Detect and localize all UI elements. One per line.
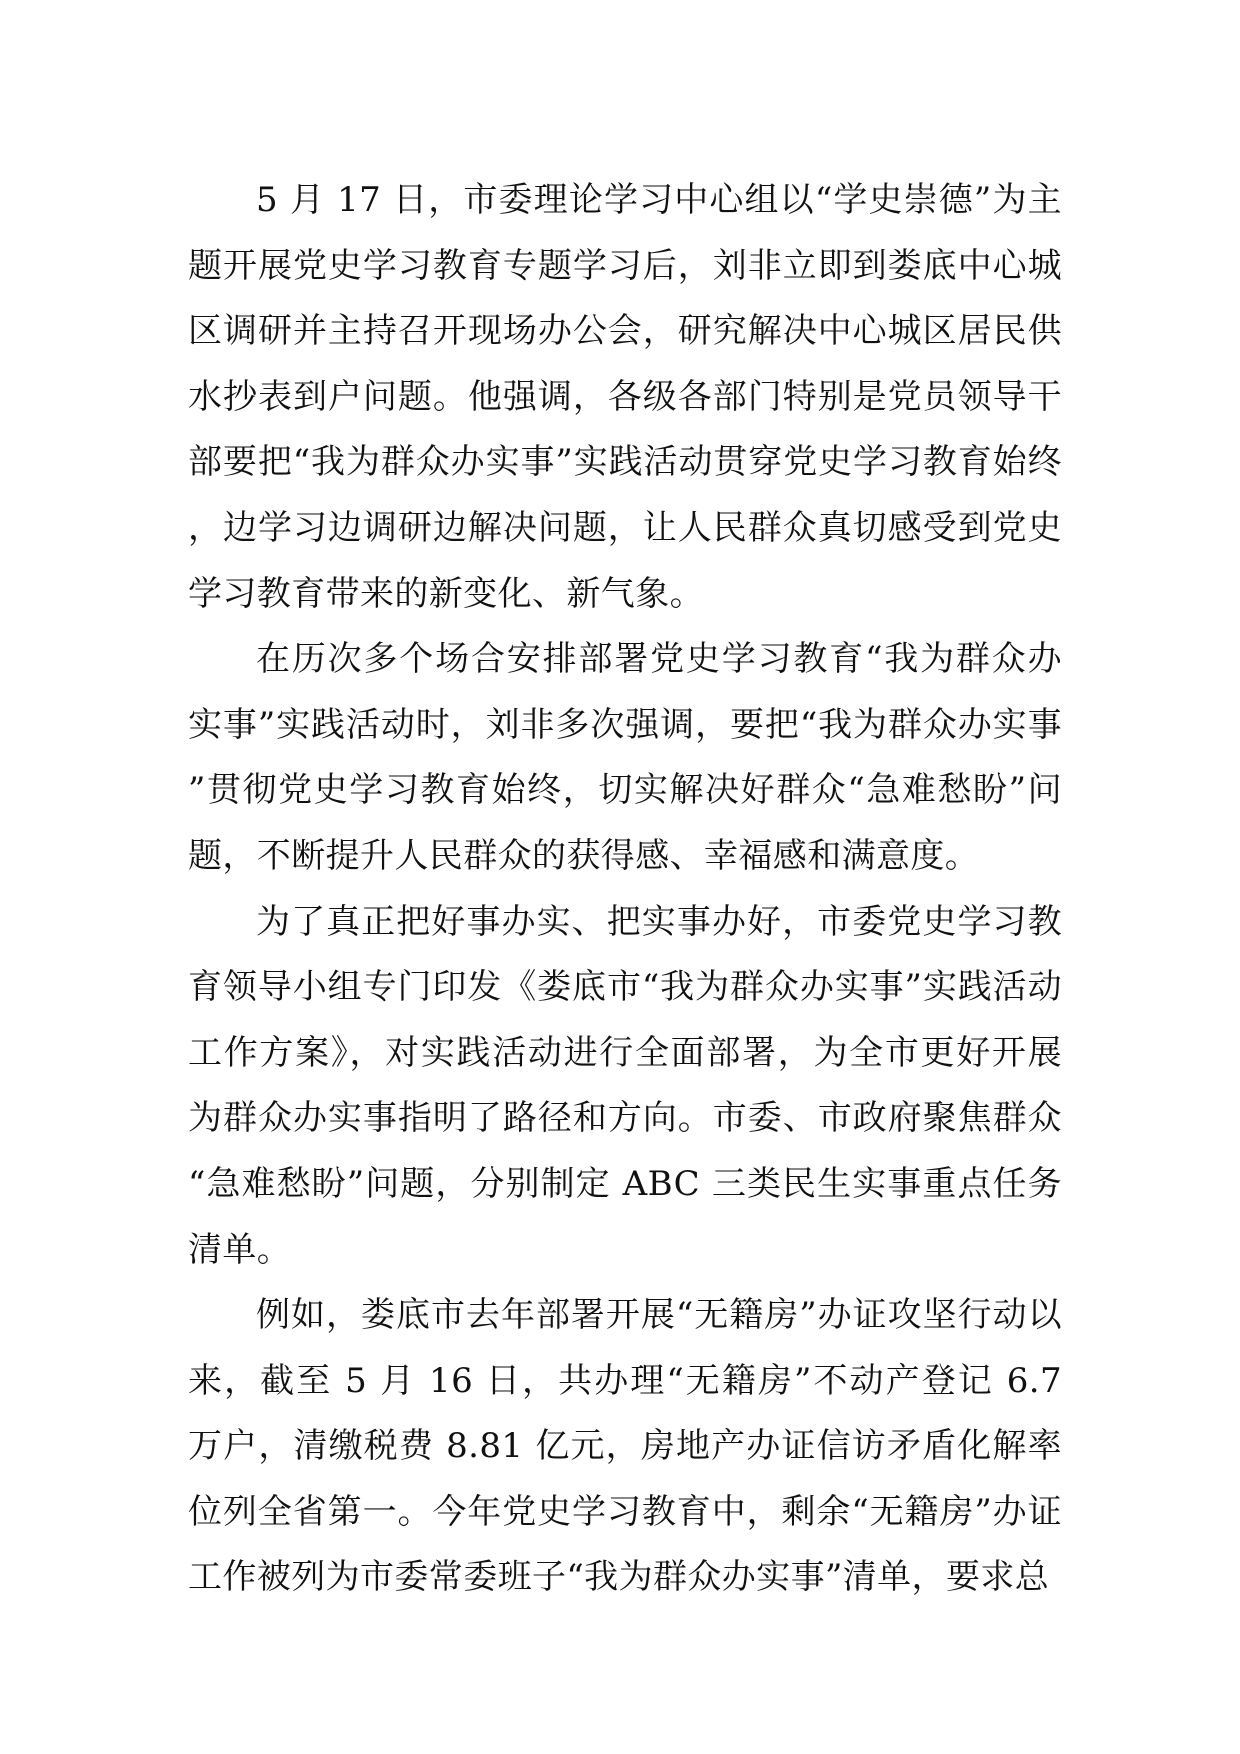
paragraph-1: 5 月 17 日，市委理论学习中心组以“学史崇德”为主题开展党史学习教育专题学习后，刘非立即到娄底中心城区调研并主持召开现场办公会，研究解决中心城区居民供水抄表到户问题。他强调，各级各部门特别是党员领导干部要把“我为群众办实事”实践活动贯穿党史学习教育始终，边学习边调研边解决问题，让人民群众真切感受到党史学习教育带来的新变化、新气象。 — [188, 180, 1062, 614]
document-body — [188, 168, 1062, 1611]
paragraph-4: 例如，娄底市去年部署开展“无籍房”办证攻坚行动以来，截至 5 月 16 日，共办理“无籍房”不动产登记 6.7 万户，清缴税费 8.81 亿元，房地产办证信访矛盾化解率位列全省第一。今年党史学习教育中，剩余“无籍房”办证工作被列为市委常委班子“我为群众办实事”清单，要求总 — [188, 1295, 1062, 1598]
paragraph-3: 为了真正把好事办实、把实事办好，市委党史学习教育领导小组专门印发《娄底市“我为群众办实事”实践活动工作方案》，对实践活动进行全面部署，为全市更好开展为群众办实事指明了路径和方向。市委、市政府聚焦群众“急难愁盼”问题，分别制定 ABC 三类民生实事重点任务清单。 — [188, 901, 1062, 1270]
paragraph-2: 在历次多个场合安排部署党史学习教育“我为群众办实事”实践活动时，刘非多次强调，要把“我为群众办实事”贯彻党史学习教育始终，切实解决好群众“急难愁盼”问题，不断提升人民群众的获得感、幸福感和满意度。 — [188, 639, 1062, 876]
